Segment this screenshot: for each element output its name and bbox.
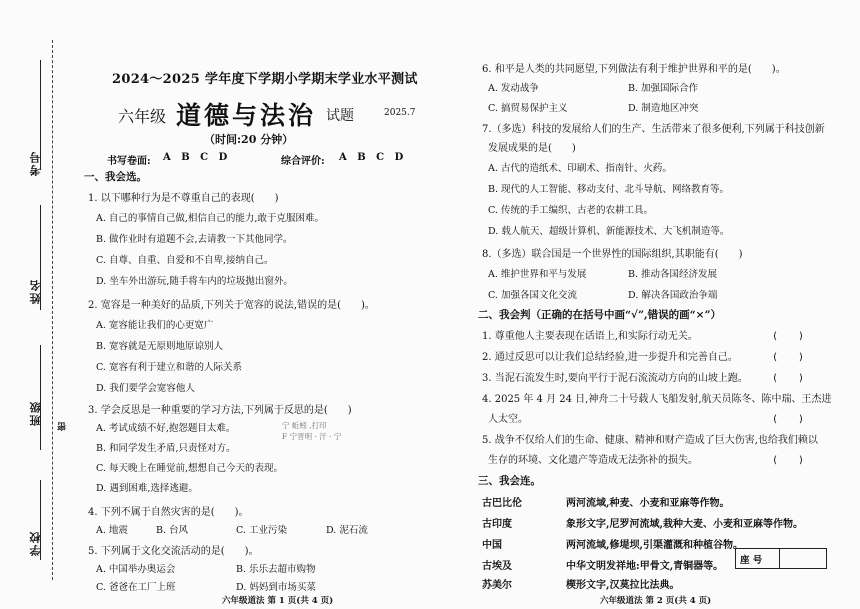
match-left-1: 古巴比伦 (482, 498, 522, 509)
question-6: 6. 和平是人类的共同愿望,下列做法有利于维护世界和平的是( )。 (482, 64, 786, 75)
q3-option-a: A. 考试成绩不好,抱怨题目太难。 (96, 423, 236, 434)
seat-number-box[interactable] (735, 548, 827, 569)
match-left-4: 古埃及 (482, 561, 512, 572)
q1-option-a: A. 自己的事情自己做,相信自己的能力,敢于克服困难。 (96, 213, 324, 224)
match-right-3: 两河流域,修堤坝,引渠灌溉和种植谷物。 (566, 540, 743, 551)
mi-label: 密 (58, 420, 68, 431)
q1-option-b: B. 做作业时有道题不会,去请教一下其他同学。 (96, 234, 293, 245)
xingming-label: 姓名 (29, 278, 42, 304)
q2-option-b: B. 宽容就是无原则地原谅别人 (96, 341, 224, 352)
match-right-1: 两河流域,种麦、小麦和亚麻等作物。 (566, 498, 730, 509)
q3-option-d: D. 遇到困难,选择逃避。 (96, 483, 198, 494)
time-limit: （时间:20 分钟） (204, 133, 294, 146)
judge-3-answer[interactable]: ( ) (772, 373, 805, 384)
seat-number-label: 座 号 (740, 555, 763, 566)
xuexiao-label: 学校 (29, 530, 42, 556)
zonghe-grades: A B C D (339, 152, 404, 163)
exam-title: 2024～2025 学年度下学期小学期末学业水平测试 (112, 72, 418, 87)
judge-1: 1. 尊重他人主要表现在话语上,和实际行动无关。 (482, 331, 698, 342)
judge-5-answer[interactable]: ( ) (772, 455, 805, 466)
judge-2-answer[interactable]: ( ) (772, 352, 805, 363)
match-left-3: 中国 (482, 540, 502, 551)
q6-option-b: B. 加强国际合作 (628, 83, 699, 94)
section-3-heading: 三、我会连。 (478, 475, 541, 487)
q6-option-c: C. 搞贸易保护主义 (488, 103, 568, 114)
q5-option-d: D. 妈妈到市场买菜 (236, 582, 316, 593)
q3-option-b: B. 和同学发生矛盾,只责怪对方。 (96, 443, 236, 454)
question-3: 3. 学会反思是一种重要的学习方法,下列属于反思的是( ) (88, 405, 352, 416)
shuxie-grades: A B C D (163, 152, 228, 163)
page-1-footer: 六年级道法 第 1 页(共 4 页) (222, 596, 334, 606)
banji-underline (40, 345, 41, 450)
q6-option-a: A. 发动战争 (488, 83, 539, 94)
page-2-footer: 六年级道法 第 2 页(共 4 页) (600, 596, 712, 606)
binding-line (52, 40, 53, 580)
question-8: 8.（多选）联合国是一个世界性的国际组织,其职能有( ) (482, 249, 743, 260)
stamp-line-2: F 宁晋明 · 汗 · 宁 (282, 432, 342, 441)
section-2-heading: 二、我会判（正确的在括号中画“√”,错误的画“×”） (478, 309, 722, 321)
judge-5-cont: 生存的环境、文化遗产等造成无法弥补的损失。 (488, 455, 698, 466)
judge-4-cont: 人太空。 (488, 414, 528, 425)
q3-option-c: C. 每天晚上在睡觉前,想想自己今天的表现。 (96, 463, 283, 474)
q1-option-c: C. 自尊、自重、自爱和不自卑,接纳自己。 (96, 255, 274, 266)
q5-option-b: B. 乐乐去超市购物 (236, 564, 316, 575)
q8-option-c: C. 加强各国文化交流 (488, 290, 577, 301)
question-5: 5. 下列属于文化交流活动的是( )。 (88, 546, 259, 557)
section-1-heading: 一、我会选。 (84, 171, 147, 183)
kaohao-label: 考号 (29, 150, 42, 176)
question-7: 7.（多选）科技的发展给人们的生产、生活带来了很多便利,下列属于科技创新 (482, 124, 825, 135)
q4-option-a: A. 地震 (96, 525, 128, 536)
q5-option-a: A. 中国举办奥运会 (96, 564, 176, 575)
match-right-2: 象形文字,尼罗河流域,栽种大麦、小麦和亚麻等作物。 (566, 519, 803, 530)
judge-2: 2. 通过反思可以让我们总结经验,进一步提升和完善自己。 (482, 352, 738, 363)
q6-option-d: D. 制造地区冲突 (628, 103, 699, 114)
grade-label: 六年级 (118, 107, 167, 126)
shuxie-label: 书写卷面: (107, 156, 151, 167)
judge-4-answer[interactable]: ( ) (772, 414, 805, 425)
zonghe-label: 综合评价: (281, 156, 325, 167)
stamp-line-1: 宁 蚯蚓 ,打印 (282, 421, 327, 430)
q7-option-b: B. 现代的人工智能、移动支付、北斗导航、网络教育等。 (488, 184, 730, 195)
question-1: 1. 以下哪种行为是不尊重自己的表现( ) (88, 193, 279, 204)
judge-5: 5. 战争不仅给人们的生命、健康、精神和财产造成了巨大伤害,也给我们赖以 (482, 435, 818, 446)
q7-option-a: A. 古代的造纸术、印刷术、指南针、火药。 (488, 163, 672, 174)
q4-option-d: D. 泥石流 (326, 525, 368, 536)
q8-option-d: D. 解决各国政治争端 (628, 290, 718, 301)
q4-option-c: C. 工业污染 (236, 525, 287, 536)
q5-option-c: C. 爸爸在工厂上班 (96, 582, 176, 593)
question-2: 2. 宽容是一种美好的品质,下列关于宽容的说法,错误的是( )。 (88, 300, 375, 311)
match-right-5: 楔形文字,汉莫拉比法典。 (566, 580, 680, 591)
banji-label: 班级 (29, 400, 42, 426)
faint-stamp (282, 420, 341, 442)
q1-option-d: D. 坐车外出游玩,随手将车内的垃圾抛出窗外。 (96, 276, 293, 287)
match-right-4: 中华文明发祥地:甲骨文,青铜器等。 (566, 561, 724, 572)
match-left-2: 古印度 (482, 519, 512, 530)
match-left-5: 苏美尔 (482, 580, 512, 591)
q2-option-d: D. 我们要学会宽容他人 (96, 383, 195, 394)
q4-option-b: B. 台风 (156, 525, 189, 536)
judge-3: 3. 当泥石流发生时,要向平行于泥石流流动方向的山坡上跑。 (482, 373, 748, 384)
seat-number-divider (779, 549, 780, 568)
q2-option-c: C. 宽容有利于建立和谐的人际关系 (96, 362, 242, 373)
judge-1-answer[interactable]: ( ) (772, 331, 805, 342)
subject-title: 道德与法治 (176, 101, 317, 130)
shiti-label: 试题 (326, 108, 354, 124)
exam-date: 2025.7 (384, 108, 416, 118)
question-7-cont: 发展成果的是( ) (488, 143, 576, 154)
q7-option-d: D. 载人航天、超级计算机、新能源技术、大飞机制造等。 (488, 226, 730, 237)
q7-option-c: C. 传统的手工编织、古老的农耕工具。 (488, 205, 653, 216)
question-4: 4. 下列不属于自然灾害的是( )。 (88, 507, 249, 518)
q8-option-b: B. 推动各国经济发展 (628, 269, 718, 280)
q2-option-a: A. 宽容能让我们的心更宽广 (96, 320, 214, 331)
q8-option-a: A. 维护世界和平与发展 (488, 269, 587, 280)
judge-4: 4. 2025 年 4 月 24 日,神舟二十号载人飞船发射,航天员陈冬、陈中瑞、王杰进 (482, 394, 832, 405)
